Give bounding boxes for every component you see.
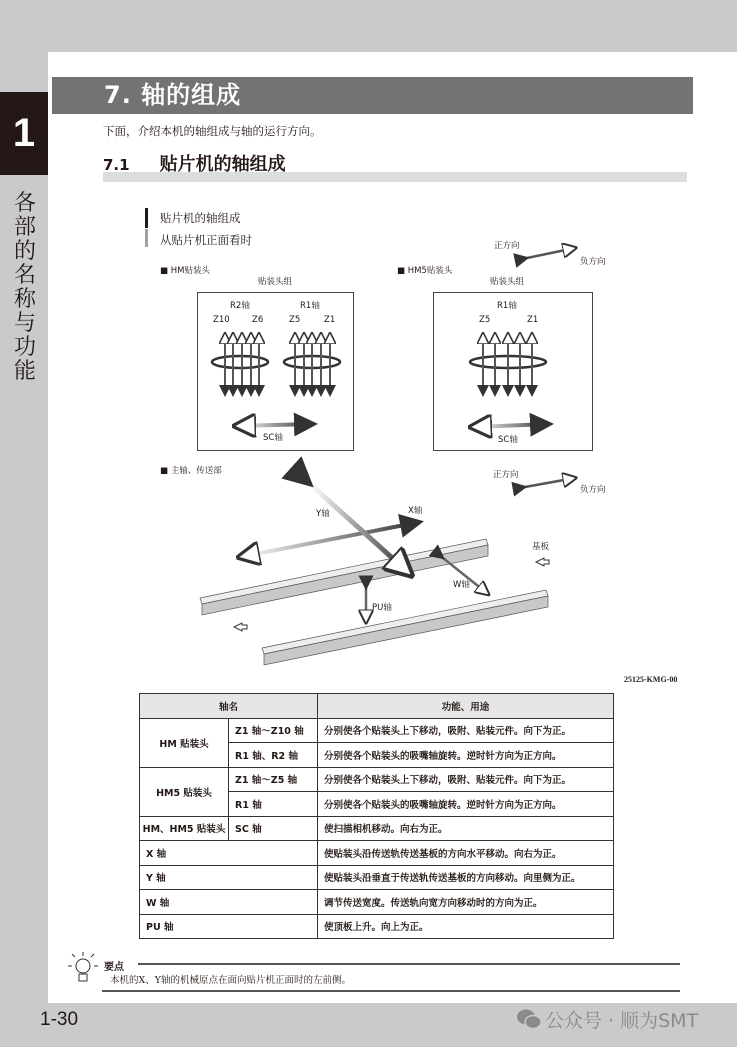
header-function: 功能、用途 bbox=[318, 694, 614, 719]
lightbulb-icon bbox=[68, 952, 98, 981]
subsection-number: 7.1 bbox=[103, 156, 130, 174]
direction-arrow bbox=[525, 478, 575, 487]
table-row bbox=[140, 914, 614, 939]
y-axis-label: Y轴 bbox=[316, 509, 330, 519]
desc-cell: 调节传送宽度。传送轨向宽方向移动时的方向为正。 bbox=[318, 890, 614, 915]
z10-label: Z10 bbox=[213, 315, 230, 325]
hm-group-label: 贴装头组 bbox=[258, 277, 293, 287]
r2-label: R2轴 bbox=[230, 301, 250, 311]
desc-cell: 使贴装头沿传送轨传送基板的方向水平移动。向右为正。 bbox=[318, 841, 614, 866]
header-axis-name: 轴名 bbox=[140, 694, 318, 719]
r1-label: R1轴 bbox=[300, 301, 320, 311]
board-label: 基板 bbox=[532, 542, 550, 552]
axis-cell: X 轴 bbox=[140, 841, 318, 866]
z6-label: Z6 bbox=[252, 315, 264, 325]
axis-cell: R1 轴、R2 轴 bbox=[229, 743, 318, 768]
table-row bbox=[140, 816, 614, 841]
pu-axis-label: PU轴 bbox=[372, 603, 392, 613]
board-flow-arrow bbox=[536, 558, 549, 566]
hm5-z5-label: Z5 bbox=[479, 315, 491, 325]
axis-cell: Z1 轴～Z10 轴 bbox=[229, 718, 318, 743]
desc-cell: 分别使各个贴装头的吸嘴轴旋转。逆时针方向为正方向。 bbox=[318, 792, 614, 817]
page-number: 1-30 bbox=[40, 1009, 79, 1030]
axis-cell: Z1 轴～Z5 轴 bbox=[229, 767, 318, 792]
table-row bbox=[140, 890, 614, 915]
x-axis-label: X轴 bbox=[408, 506, 423, 516]
desc-cell: 分别使各个贴装头的吸嘴轴旋转。逆时针方向为正方向。 bbox=[318, 743, 614, 768]
axis-table bbox=[139, 693, 614, 939]
conveyor-rail bbox=[262, 590, 548, 665]
table-row bbox=[140, 718, 614, 743]
sc-label: SC轴 bbox=[263, 433, 283, 443]
hm5-r1-label: R1轴 bbox=[497, 301, 517, 311]
note-top-rule bbox=[138, 963, 680, 965]
z5-label: Z5 bbox=[289, 315, 301, 325]
note-text: 本机的X、Y轴的机械原点在面向贴片机正面时的左前侧。 bbox=[110, 975, 352, 986]
desc-cell: 分别使各个贴装头上下移动，吸附、贴装元件。向下为正。 bbox=[318, 718, 614, 743]
axis-cell: W 轴 bbox=[140, 890, 318, 915]
watermark: 公众号 · 顺为SMT bbox=[545, 1010, 699, 1032]
section-title: 7. 轴的组成 bbox=[104, 81, 242, 109]
chapter-number: 1 bbox=[12, 111, 36, 155]
hm-label: ■ HM贴装头 bbox=[160, 266, 210, 276]
table-row bbox=[140, 767, 614, 792]
desc-cell: 分别使各个贴装头上下移动，吸附、贴装元件。向下为正。 bbox=[318, 767, 614, 792]
note-label: 要点 bbox=[104, 962, 124, 973]
section-intro: 下面，介绍本机的轴组成与轴的运行方向。 bbox=[103, 124, 322, 138]
neg-dir-label: 负方向 bbox=[580, 257, 606, 267]
figure-caption: 贴片机的轴组成 bbox=[160, 211, 241, 225]
axis-cell: R1 轴 bbox=[229, 792, 318, 817]
subsection-text: 贴片机的轴组成 bbox=[159, 154, 286, 175]
z-axis-arrows bbox=[225, 334, 532, 395]
axis-cell: PU 轴 bbox=[140, 914, 318, 939]
neg-dir-label-2: 负方向 bbox=[580, 485, 606, 495]
hm5-group-label: 贴装头组 bbox=[490, 277, 525, 287]
axis-cell: SC 轴 bbox=[229, 816, 318, 841]
hm5-sc-label: SC轴 bbox=[498, 435, 518, 445]
pos-dir-label-2: 正方向 bbox=[493, 470, 519, 480]
figure-subcaption: 从贴片机正面看时 bbox=[160, 233, 252, 247]
group-cell: HM、HM5 贴装头 bbox=[140, 816, 229, 841]
board-flow-arrow bbox=[234, 623, 247, 631]
direction-arrow bbox=[527, 248, 575, 258]
hm5-z1-label: Z1 bbox=[527, 315, 539, 325]
table-row bbox=[140, 841, 614, 866]
z1-label: Z1 bbox=[324, 315, 336, 325]
table-row bbox=[140, 865, 614, 890]
sc-axis-arrows bbox=[236, 424, 550, 427]
note-bottom-rule bbox=[102, 990, 680, 992]
chapter-title: 各部的名称与功能 bbox=[13, 191, 36, 384]
y-axis-arrow bbox=[310, 484, 410, 574]
desc-cell: 使扫描相机移动。向右为正。 bbox=[318, 816, 614, 841]
main-label: ■ 主轴、传送部 bbox=[160, 466, 222, 476]
w-axis-label: W轴 bbox=[453, 580, 470, 590]
x-axis-arrow bbox=[240, 522, 420, 557]
figure-code: 25125-KMG-00 bbox=[624, 675, 678, 684]
desc-cell: 使顶板上升。向上为正。 bbox=[318, 914, 614, 939]
conveyor-rail bbox=[200, 539, 488, 615]
desc-cell: 使贴装头沿垂直于传送轨传送基板的方向移动。向里侧为正。 bbox=[318, 865, 614, 890]
pos-dir-label: 正方向 bbox=[494, 241, 520, 251]
group-cell: HM 贴装头 bbox=[140, 718, 229, 767]
hm5-label: ■ HM5贴装头 bbox=[397, 266, 453, 276]
group-cell: HM5 贴装头 bbox=[140, 767, 229, 816]
axis-cell: Y 轴 bbox=[140, 865, 318, 890]
wechat-icon bbox=[516, 1008, 542, 1030]
